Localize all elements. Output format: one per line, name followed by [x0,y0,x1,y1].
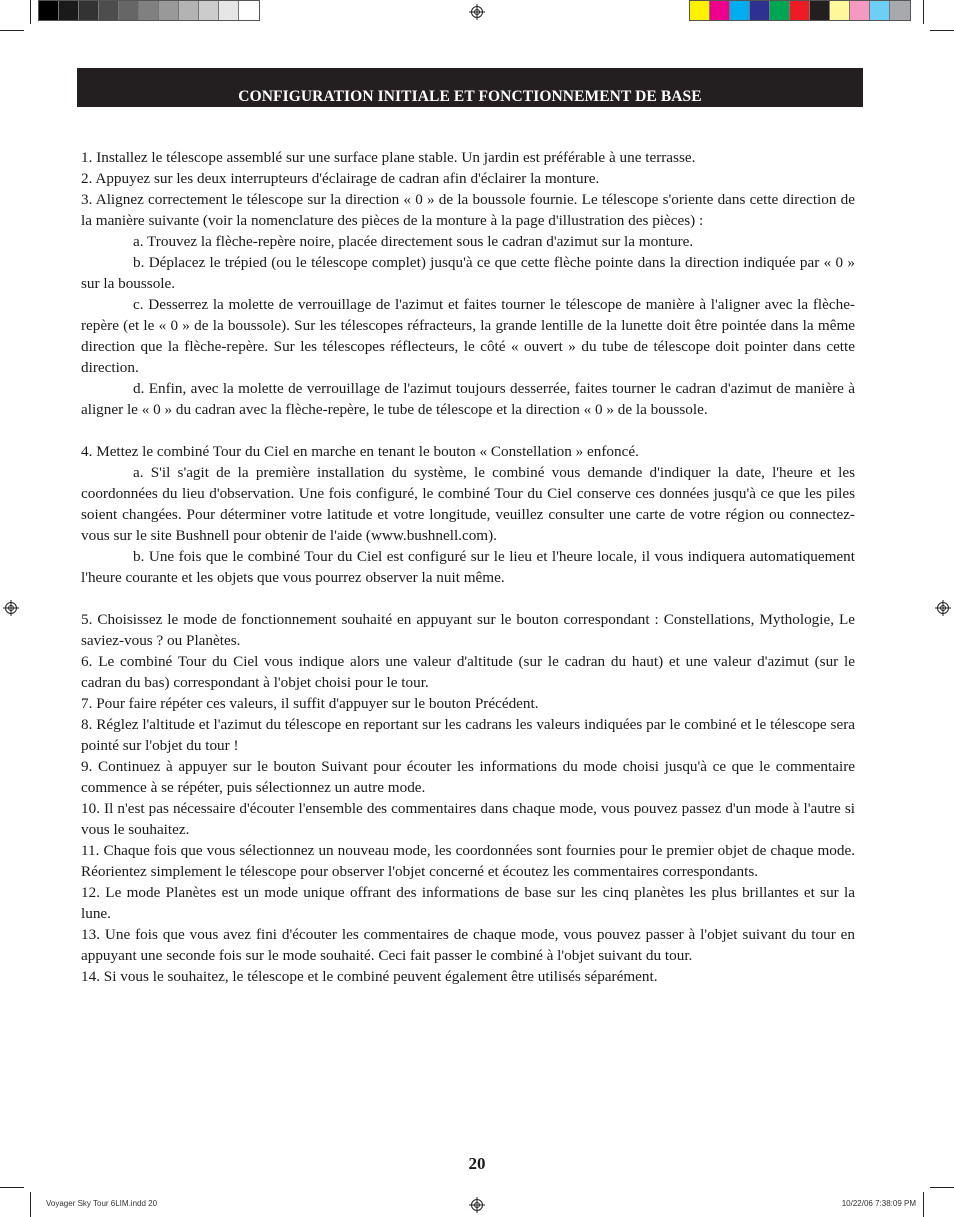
crop-mark-top-left-v [30,0,31,24]
step-paragraph: 13. Une fois que vous avez fini d'écouter les commentaires de chaque mode, vous pouvez passer à l'objet suivant du tour en appuyant une seconde fois sur le mode souhaité. Ceci fait passer le combiné à l'objet suivant du tour. [81,926,855,964]
sub-step-paragraph: b. Une fois que le combiné Tour du Ciel est configuré sur le lieu et l'heure locale, il vous indiquera automatiquement l'heure courante et les objets que vous pourrez observer la nuit même. [81,548,855,586]
sub-step-paragraph: a. Trouvez la flèche-repère noire, placée directement sous le cadran d'azimut sur la monture. [133,233,694,250]
color-swatch [750,1,770,20]
color-swatch [770,1,790,20]
gray-swatch [139,1,159,20]
color-swatch [730,1,750,20]
gray-swatch [159,1,179,20]
step-paragraph: 3. Alignez correctement le télescope sur la direction « 0 » de la boussole fournie. Le télescope s'oriente dans cette direction de la manière suivante (voir la nomenclature des pièces de la monture à la page d'illustration des pièces) : [81,191,855,229]
step-paragraph: 5. Choisissez le mode de fonctionnement souhaité en appuyant sur le bouton correspondant : Constellations, Mythologie, Le saviez-vous ? ou Planètes. [81,611,855,649]
section-title: CONFIGURATION INITIALE ET FONCTIONNEMENT DE BASE [238,88,702,105]
crop-mark-top-right-v [923,0,924,24]
gray-swatch [99,1,119,20]
registration-mark-icon [935,600,951,616]
registration-mark-icon [3,600,19,616]
step-paragraph: 8. Réglez l'altitude et l'azimut du télescope en reportant sur les cadrans les valeurs indiquées par le combiné et le télescope sera pointé sur l'objet du tour ! [81,716,855,754]
crop-mark-bottom-right-v [923,1192,924,1217]
color-swatch [830,1,850,20]
gray-swatch [79,1,99,20]
footer-file-name: Voyager Sky Tour 6LIM.indd 20 [46,1199,158,1208]
gray-swatch [239,1,259,20]
sub-step-paragraph: d. Enfin, avec la molette de verrouillage de l'azimut toujours desserrée, faites tourner le cadran d'azimut de manière à aligner le « 0 » du cadran avec la flèche-repère, le tube de télescope et la direction « 0 » de la boussole. [81,380,855,418]
step-paragraph: 6. Le combiné Tour du Ciel vous indique alors une valeur d'altitude (sur le cadran du haut) et une valeur d'azimut (sur le cadran du bas) correspondant à l'objet choisi pour le tour. [81,653,855,691]
step-paragraph: 7. Pour faire répéter ces valeurs, il suffit d'appuyer sur le bouton Précédent. [81,695,539,712]
step-paragraph: 4. Mettez le combiné Tour du Ciel en marche en tenant le bouton « Constellation » enfoncé. [81,443,639,460]
gray-swatch [39,1,59,20]
sub-step-paragraph: a. S'il s'agit de la première installation du système, le combiné vous demande d'indiquer la date, l'heure et les coordonnées du lieu d'observation. Une fois configuré, le combiné Tour du Ciel conserve ces données jusqu'à ce que les piles soient changées. Pour déterminer votre latitude et votre longitude, veuillez consulter une carte de votre région ou connectez-vous sur le site Bushnell pour obtenir de l'aide (www.bushnell.com). [81,464,855,544]
step-paragraph: 1. Installez le télescope assemblé sur une surface plane stable. Un jardin est préférable à une terrasse. [81,149,696,166]
gray-swatch [179,1,199,20]
crop-mark-top-left-h [0,30,24,31]
color-swatch [690,1,710,20]
step-paragraph: 11. Chaque fois que vous sélectionnez un nouveau mode, les coordonnées sont fournies pour le premier objet de chaque mode. Réorientez simplement le télescope pour observer l'objet concerné et écoutez les commentaires correspondants. [81,842,855,880]
registration-mark-icon [469,4,485,20]
registration-mark-icon [469,1197,485,1213]
crop-mark-bottom-right-h [930,1187,954,1188]
color-swatch [890,1,910,20]
gray-swatch [119,1,139,20]
crop-mark-top-right-h [930,30,954,31]
color-swatch [850,1,870,20]
process-color-bar [689,0,911,21]
step-paragraph: 9. Continuez à appuyer sur le bouton Suivant pour écouter les informations du mode choisi jusqu'à ce que le commentaire commence à se répéter, puis sélectionnez un autre mode. [81,758,855,796]
step-paragraph: 12. Le mode Planètes est un mode unique offrant des informations de base sur les cinq planètes les plus brillantes et sur la lune. [81,884,855,922]
sub-step-paragraph: c. Desserrez la molette de verrouillage de l'azimut et faites tourner le télescope de manière à l'aligner avec la flèche-repère (et le « 0 » de la boussole). Sur les télescopes réfracteurs, la grande lentille de la lunette doit être pointée dans la même direction que la flèche-repère. Sur les télescopes réflecteurs, le côté « ouvert » du tube de télescope doit pointer dans cette direction. [81,296,855,376]
grayscale-color-bar [38,0,260,21]
gray-swatch [199,1,219,20]
gray-swatch [59,1,79,20]
page-number: 20 [468,1154,486,1173]
crop-mark-bottom-left-v [30,1192,31,1217]
color-swatch [790,1,810,20]
color-swatch [870,1,890,20]
color-swatch [710,1,730,20]
step-paragraph: 2. Appuyez sur les deux interrupteurs d'éclairage de cadran afin d'éclairer la monture. [81,170,600,187]
sub-step-paragraph: b. Déplacez le trépied (ou le télescope complet) jusqu'à ce que cette flèche pointe dans la direction indiquée par « 0 » sur la boussole. [81,254,855,292]
instructions-body [81,147,855,987]
paragraph-spacer [81,420,855,441]
paragraph-spacer [81,588,855,609]
footer-timestamp: 10/22/06 7:38:09 PM [841,1199,916,1208]
step-paragraph: 10. Il n'est pas nécessaire d'écouter l'ensemble des commentaires dans chaque mode, vous pouvez passez d'un mode à l'autre si vous le souhaitez. [81,800,855,838]
color-swatch [810,1,830,20]
crop-mark-bottom-left-h [0,1187,24,1188]
step-paragraph: 14. Si vous le souhaitez, le télescope et le combiné peuvent également être utilisés séparément. [81,968,658,985]
gray-swatch [219,1,239,20]
